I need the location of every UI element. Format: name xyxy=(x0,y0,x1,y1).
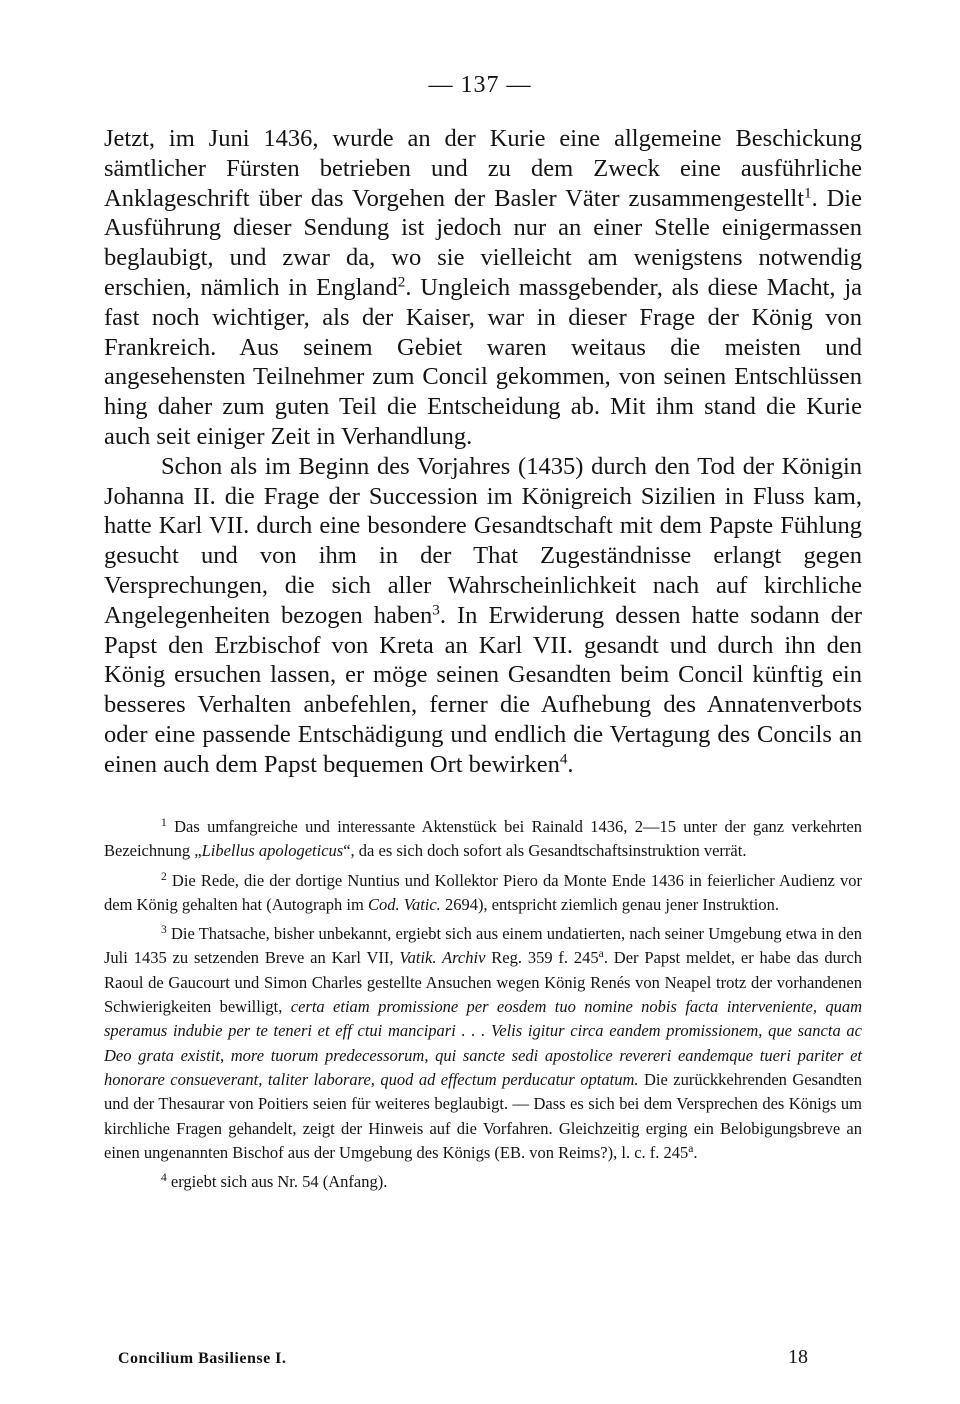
text-run: Reg. 359 f. 245 xyxy=(485,948,599,968)
footnote-marker: a xyxy=(598,948,604,961)
text-run: . xyxy=(693,1142,698,1162)
text-run: . xyxy=(567,750,574,778)
footnote-marker: 4 xyxy=(559,750,568,768)
italic-text: certa etiam promissione per eosdem tuo nomine nobis facta interveniente, quam speramus indubie per te teneri et eff ctui mancipari . . . Velis igitur circa eandem promissionem, que sancta ac Deo grata existit, more tuorum predecessorum, qui sancte sedi apostolice revereri eandemque tueri pariter et honorare consueverant, taliter laborare, quod ad effectum perducatur optatum. xyxy=(104,997,862,1089)
text-run: “, da es sich doch sofort als Gesandtschaftsinstruktion verrät. xyxy=(343,841,747,861)
text-run: Die Rede, die der dortige Nuntius und Kollektor Piero da Monte Ende 1436 in feierlicher Audienz vor dem König gehalten hat (Autograph im xyxy=(104,870,862,914)
text-run: Schon als im Beginn des Vorjahres (1435) durch den Tod der Königin Johanna II. die Frage der Succession im Königreich Sizilien in Fluss kam, hatte Karl VII. durch eine besondere Gesandtschaft mit dem Papste Fühlung gesucht und von ihm in der That Zugeständnisse erlangt gegen Versprechungen, die sich aller Wahrscheinlichkeit nach auf kirchliche Angelegenheiten bezogen haben xyxy=(104,452,862,629)
text-run: . Ungleich massgebender, als diese Macht, ja fast noch wichtiger, als der Kaiser, war in dieser Frage der König von Frankreich. Aus seinem Gebiet waren weitaus die meisten und angesehensten Teilnehmer zum Concil gekommen, von seinen Entschlüssen hing daher zum guten Teil die Entscheidung ab. Mit ihm stand die Kurie auch seit einiger Zeit in Verhandlung. xyxy=(104,273,862,450)
footnote-marker: 4 xyxy=(161,1172,167,1185)
italic-text: Libellus apologeticus xyxy=(201,841,344,861)
text-run: 2694), entspricht ziemlich genau jener Instruktion. xyxy=(440,894,779,914)
footnote xyxy=(104,1170,862,1194)
footnote-marker: 1 xyxy=(804,184,812,202)
footnote-marker: 3 xyxy=(432,601,440,619)
italic-text: Vatik. Archiv xyxy=(399,948,486,968)
text-run: Jetzt, im Juni 1436, wurde an der Kurie eine allgemeine Beschickung sämtlicher Fürsten betrieben und zu dem Zweck eine ausführliche Anklageschrift über das Vorgehen der Basler Väter zusammengestellt xyxy=(104,125,862,212)
italic-text: Cod. Vatic. xyxy=(367,894,441,914)
footnote-marker: 2 xyxy=(397,273,406,291)
sheet-number: 18 xyxy=(788,1346,808,1368)
footnote-marker: 1 xyxy=(161,817,167,830)
paragraph xyxy=(104,452,862,780)
text-run: Das umfangreiche und interessante Aktenstück bei Rainald 1436, 2—15 unter der ganz verkehrten Bezeichnung „ xyxy=(104,817,862,861)
text-run: Die Thatsache, bisher unbekannt, ergiebt sich aus einem undatierten, nach seiner Umgebung etwa in den Juli 1435 zu setzenden Breve an Karl VII, xyxy=(104,924,862,968)
main-text xyxy=(104,124,862,780)
text-run: . Der Papst meldet, er habe das durch Raoul de Gaucourt und Simon Charles gestellte Ansuchen wegen König Renés von Neapel trotz der vorhandenen Schwierigkeiten bewilligt, xyxy=(104,948,862,1017)
page-number: — 137 — xyxy=(428,72,532,98)
text-run: Die zurückkehrenden Gesandten und der Thesaurar von Poitiers seien für weiteres beglaubigt. — Dass es sich bei dem Versprechen des Königs um kirchliche Fragen gehandelt, zeigt der Hinweis auf die Vorfahren. Gleichzeitig erging ein Belobigungsbreve an einen ungenannten Bischof aus der Umgebung des Königs (EB. von Reims?), l. c. f. 245 xyxy=(104,1069,862,1162)
footnotes xyxy=(104,815,862,1199)
text-run: ergiebt sich aus Nr. 54 (Anfang). xyxy=(166,1172,388,1192)
paragraph xyxy=(104,124,862,452)
footnote xyxy=(104,869,862,918)
signature-mark: Concilium Basiliense I. xyxy=(118,1350,287,1367)
text-run: . In Erwiderung dessen hatte sodann der Papst den Erzbischof von Kreta an Karl VII. gesandt und durch ihn den König ersuchen lassen, er möge seinen Gesandten beim Concil künftig ein besseres Verhalten anbefehlen, ferner die Aufhebung des Annatenverbots oder eine passende Entschädigung und endlich die Vertagung des Concils an einen auch dem Papst bequemen Ort bewirken xyxy=(104,601,863,778)
footnote-marker: 3 xyxy=(161,924,167,937)
footnote-marker: a xyxy=(688,1143,694,1156)
footnote xyxy=(104,815,862,864)
footnote-marker: 2 xyxy=(161,870,167,883)
footnote xyxy=(104,922,862,1165)
text-run: . Die Ausführung dieser Sendung ist jedoch nur an einer Stelle einigermassen beglaubigt, und zwar da, wo sie vielleicht am wenigstens notwendig erschien, nämlich in England xyxy=(104,184,862,301)
